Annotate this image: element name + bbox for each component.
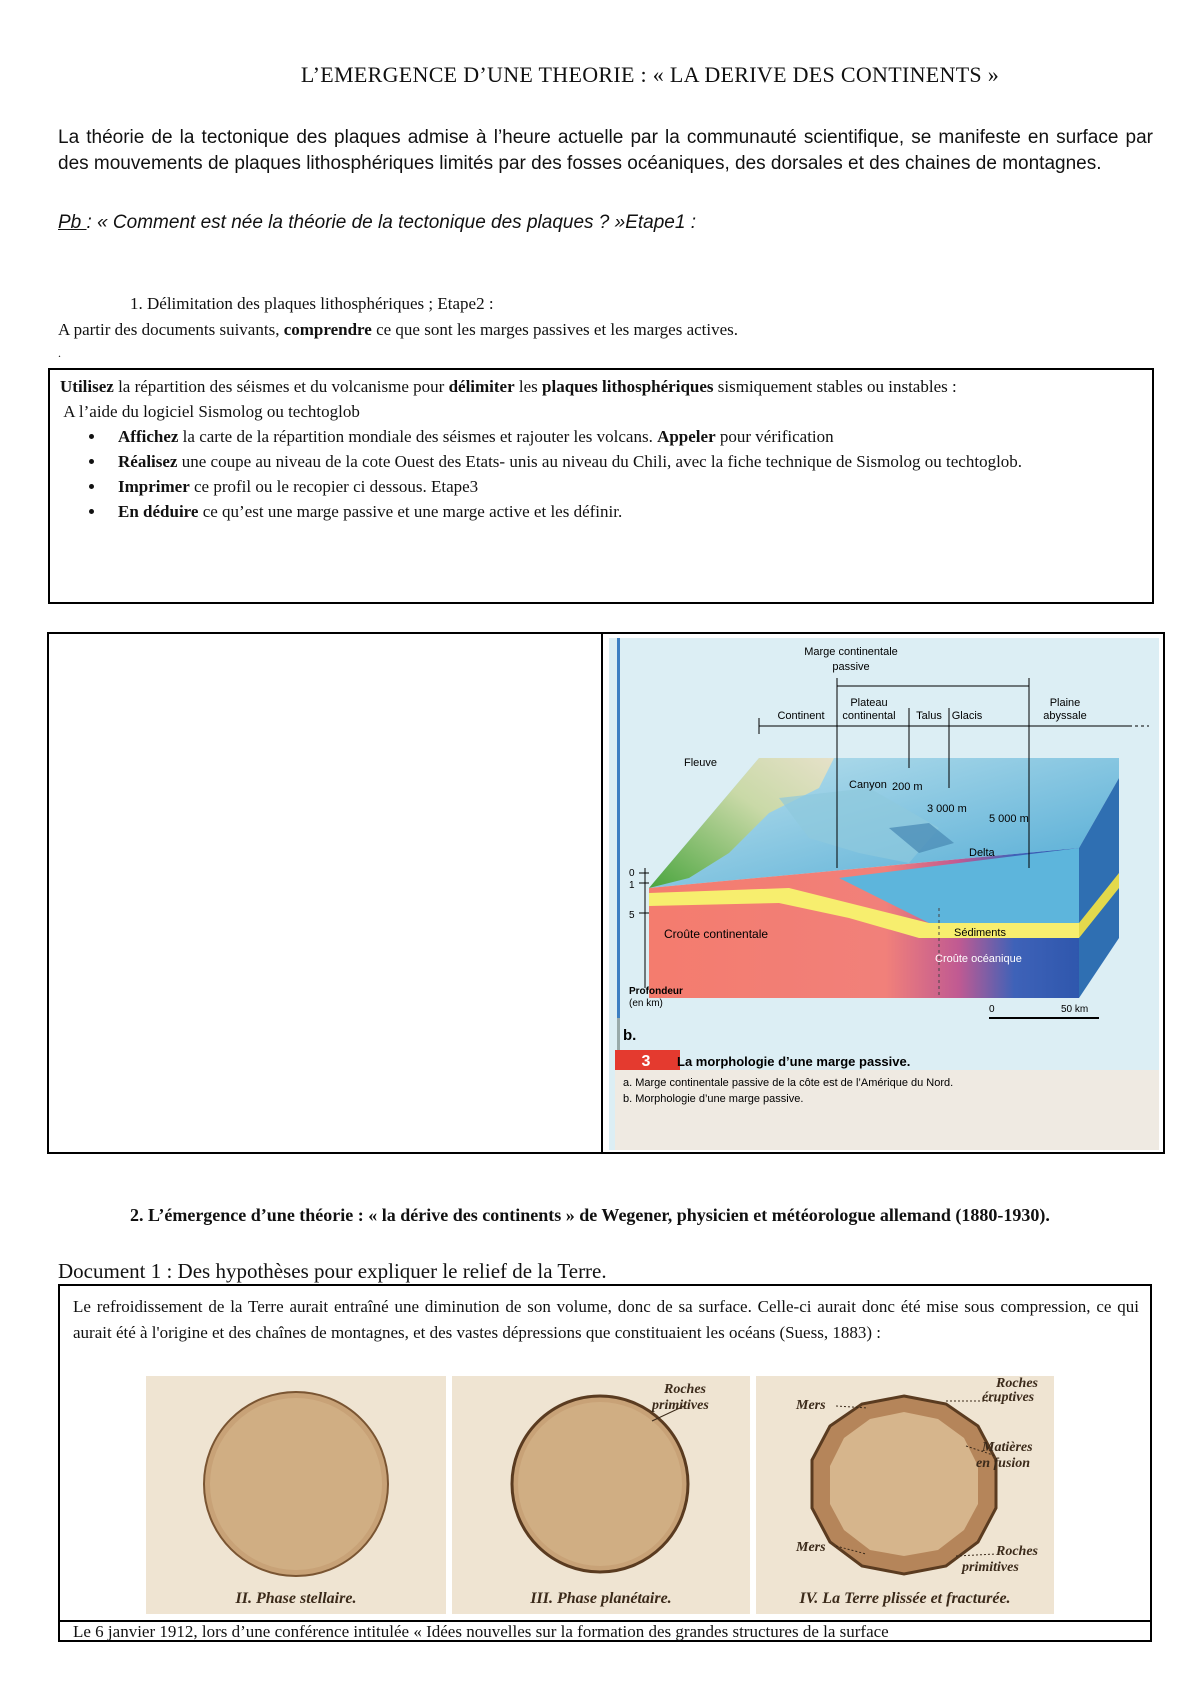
text: pour vérification: [715, 427, 834, 446]
label-delta: Delta: [969, 847, 995, 859]
instructions-text: [60, 374, 1146, 524]
text: sismiquement stables ou instables :: [713, 377, 957, 396]
bold-realisez: Réalisez: [118, 452, 178, 471]
section1-intro-text: A partir des documents suivants,: [58, 320, 284, 339]
label-plaine-1: Plaine: [1049, 697, 1081, 709]
tick-1: 1: [629, 880, 635, 891]
list-item: [106, 449, 1146, 474]
figure-box: [47, 632, 1165, 1154]
label-continent: Continent: [777, 710, 825, 722]
figure-caption-a: a. Marge continentale passive de la côte est de l’Amérique du Nord.: [623, 1077, 954, 1089]
page-title: L’EMERGENCE D’UNE THEORIE : « LA DERIVE DES CONTINENTS »: [300, 62, 1000, 87]
label-passive: passive: [832, 661, 870, 673]
text: la carte de la répartition mondiale des séismes et rajouter les volcans.: [178, 427, 658, 446]
instructions-para1: [60, 374, 1146, 399]
passive-margin-figure: [609, 638, 1159, 1150]
label-croute-continentale: Croûte continentale: [664, 927, 769, 941]
pb-label: Pb: [58, 212, 87, 233]
label-en-fusion: en fusion: [976, 1456, 1031, 1471]
list-item: [106, 424, 1146, 449]
panel-folded: [756, 1376, 1054, 1614]
section1-intro: [58, 320, 738, 340]
text: ce qu’est une marge passive et une marge active et les définir.: [198, 502, 623, 521]
bold-appeler: Appeler: [657, 427, 716, 446]
label-mers-1: Mers: [796, 1398, 826, 1413]
passive-margin-illustration: [609, 638, 1159, 1150]
panel-planetary: [452, 1376, 750, 1614]
label-profondeur: Profondeur: [629, 986, 683, 997]
label-b: b.: [623, 1027, 637, 1044]
list-item: [106, 474, 1146, 499]
label-canyon: Canyon: [849, 779, 887, 791]
label-glacis: Glacis: [951, 710, 983, 722]
document1-box: [58, 1284, 1152, 1642]
label-roches-1: Roches: [664, 1382, 706, 1397]
instructions-list: [60, 424, 1146, 524]
text: une coupe au niveau de la cote Ouest des Etats- unis au niveau du Chili, avec la fiche technique de Sismolog ou techtoglob.: [177, 452, 1023, 471]
scale-50: 50 km: [1061, 1004, 1089, 1015]
label-en-km: (en km): [629, 998, 663, 1009]
label-croute-oceanique: Croûte océanique: [935, 953, 1022, 965]
section1-intro-bold: comprendre: [283, 320, 372, 339]
text: ce profil ou le recopier ci dessous. Etape3: [189, 477, 479, 496]
label-primitives-1: primitives: [652, 1398, 709, 1413]
document1-text: Le refroidissement de la Terre aurait entraîné une diminution de son volume, donc de sa surface. Celle-ci aurait donc été mise sous compression, ce qui aurait été à l'origine et des chaînes de montagnes, et des vastes dépressions que constituaient les océans (Suess, 1883) :: [73, 1297, 1139, 1342]
section2-heading: 2. L’émergence d’une théorie : « la dérive des continents » de Wegener, physicien et météorologue allemand (1880-1930).: [130, 1205, 1050, 1225]
caption-folded: IV. La Terre plissée et fracturée.: [799, 1590, 1011, 1607]
problem-statement: [58, 212, 696, 234]
label-roches-2: Roches: [996, 1376, 1038, 1391]
label-roches-3: Roches: [996, 1544, 1038, 1559]
label-sediments: Sédiments: [954, 927, 1006, 939]
bold-imprimer: Imprimer: [118, 477, 190, 496]
section1-intro-text-end: ce que sont les marges passives et les marges actives.: [371, 320, 739, 339]
panel-stellar: [146, 1376, 446, 1614]
label-3000m: 3 000 m: [927, 803, 967, 815]
label-fleuve: Fleuve: [684, 757, 718, 769]
label-mers-2: Mers: [796, 1540, 826, 1555]
bold-plaques: plaques lithosphériques: [542, 377, 714, 396]
caption-planetary: III. Phase planétaire.: [530, 1590, 672, 1607]
text: les: [514, 377, 543, 396]
document1-label: Document 1 : Des hypothèses pour expliquer le relief de la Terre.: [58, 1259, 607, 1283]
label-plaine-2: abyssale: [1043, 710, 1087, 722]
label-matieres: Matières: [982, 1440, 1033, 1455]
label-talus: Talus: [916, 710, 942, 722]
section1-heading: 1. Délimitation des plaques lithosphériques ; Etape2 :: [130, 294, 494, 313]
bold-delimiter: délimiter: [448, 377, 515, 396]
scale-0: 0: [989, 1004, 995, 1015]
text: la répartition des séismes et du volcanisme pour: [113, 377, 449, 396]
label-plateau-1: Plateau: [850, 697, 888, 709]
caption-stellar: II. Phase stellaire.: [235, 1590, 357, 1607]
figure-caption-b: b. Morphologie d’une marge passive.: [623, 1093, 804, 1105]
bold-utilisez: Utilisez: [60, 377, 114, 396]
document1-last-line: Le 6 janvier 1912, lors d’une conférence intitulée « Idées nouvelles sur la formation des grandes structures de la surface: [73, 1622, 889, 1641]
box-divider: [601, 634, 603, 1152]
stellar-phase-illustration: [146, 1376, 446, 1614]
label-marge: Marge continentale: [804, 646, 898, 658]
label-eruptives: éruptives: [982, 1390, 1035, 1405]
bold-en-deduire: En déduire: [118, 502, 199, 521]
bold-affichez: Affichez: [118, 427, 179, 446]
label-primitives-2: primitives: [962, 1560, 1019, 1575]
pb-text: : « Comment est née la théorie de la tectonique des plaques ? »Etape1 :: [86, 212, 696, 233]
label-plateau-2: continental: [842, 710, 896, 722]
intro-paragraph: La théorie de la tectonique des plaques admise à l’heure actuelle par la communauté scientifique, se manifeste en surface par des mouvements de plaques lithosphériques limités par des fosses océaniques, des dorsales et des chaines de montagnes.: [58, 127, 1153, 174]
label-5000m: 5 000 m: [989, 813, 1029, 825]
label-200m: 200 m: [892, 781, 923, 793]
instructions-box: [48, 368, 1154, 604]
figure-number: 3: [641, 1053, 651, 1070]
stray-dot: .: [58, 346, 61, 360]
figure-caption-title: La morphologie d’une marge passive.: [677, 1054, 911, 1069]
tick-5: 5: [629, 910, 635, 921]
list-item: [106, 499, 1146, 524]
instructions-para2: A l’aide du logiciel Sismolog ou techtoglob: [60, 402, 360, 421]
tick-0: 0: [629, 868, 635, 879]
